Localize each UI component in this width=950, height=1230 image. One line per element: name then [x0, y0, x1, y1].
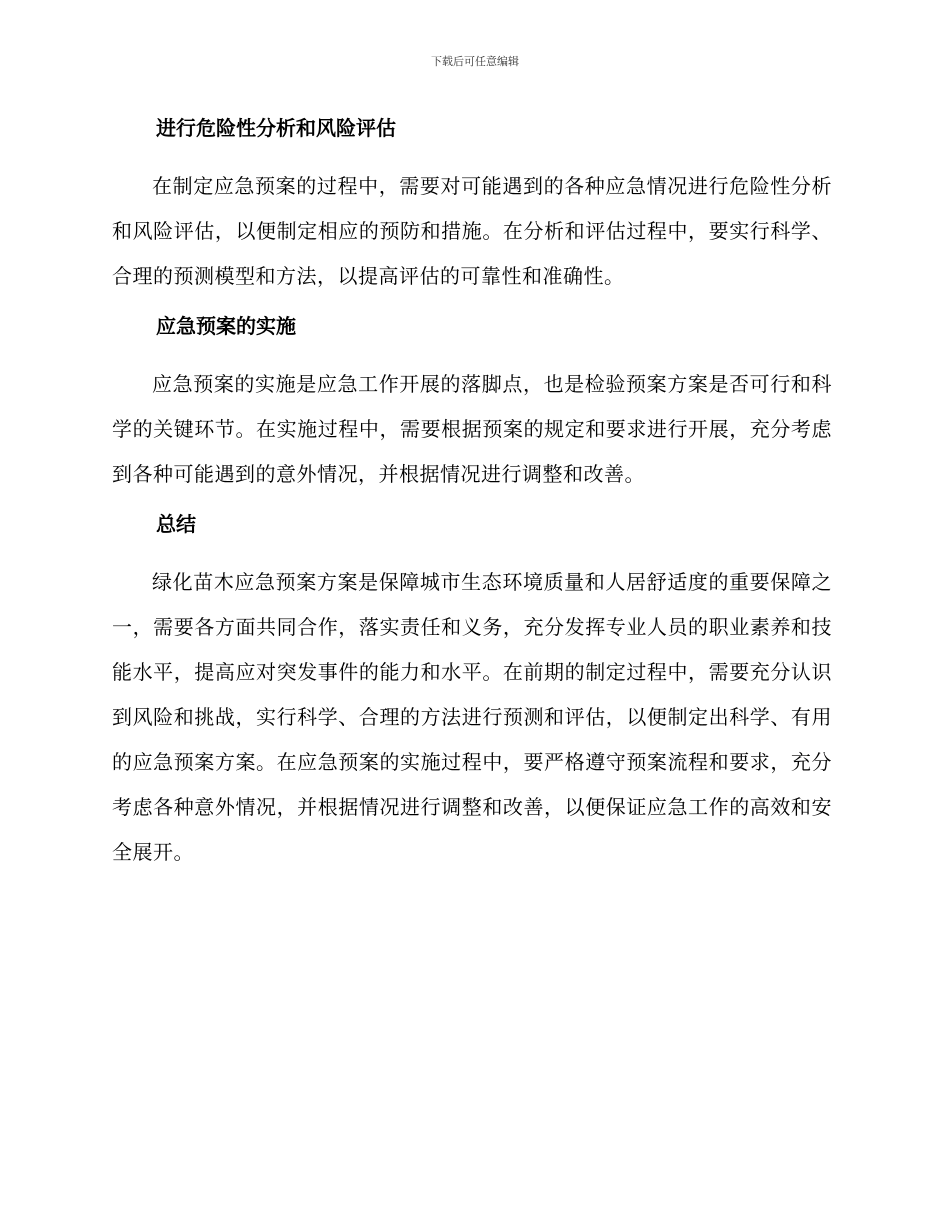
section-risk-analysis	[112, 110, 832, 299]
document-body	[112, 110, 832, 884]
section-paragraph: 绿化苗木应急预案方案是保障城市生态环境质量和人居舒适度的重要保障之一，需要各方面共同合作，落实责任和义务，充分发挥专业人员的职业素养和技能水平，提高应对突发事件的能力和水平。在前期的制定过程中，需要充分认识到风险和挑战，实行科学、合理的方法进行预测和评估，以便制定出科学、有用的应急预案方案。在应急预案的实施过程中，要严格遵守预案流程和要求，充分考虑各种意外情况，并根据情况进行调整和改善，以便保证应急工作的高效和安全展开。	[112, 570, 832, 864]
section-heading: 应急预案的实施	[156, 314, 296, 338]
section-paragraph: 在制定应急预案的过程中，需要对可能遇到的各种应急情况进行危险性分析和风险评估，以便制定相应的预防和措施。在分析和评估过程中，要实行科学、合理的预测模型和方法，以提高评估的可靠性和准确性。	[112, 174, 832, 288]
section-implementation	[112, 308, 832, 497]
header-note: 下载后可任意编辑	[431, 55, 519, 68]
section-summary	[112, 506, 832, 875]
section-paragraph: 应急预案的实施是应急工作开展的落脚点，也是检验预案方案是否可行和科学的关键环节。在实施过程中，需要根据预案的规定和要求进行开展，充分考虑到各种可能遇到的意外情况，并根据情况进行调整和改善。	[112, 372, 832, 486]
section-heading: 总结	[156, 512, 196, 536]
section-heading: 进行危险性分析和风险评估	[156, 116, 396, 140]
